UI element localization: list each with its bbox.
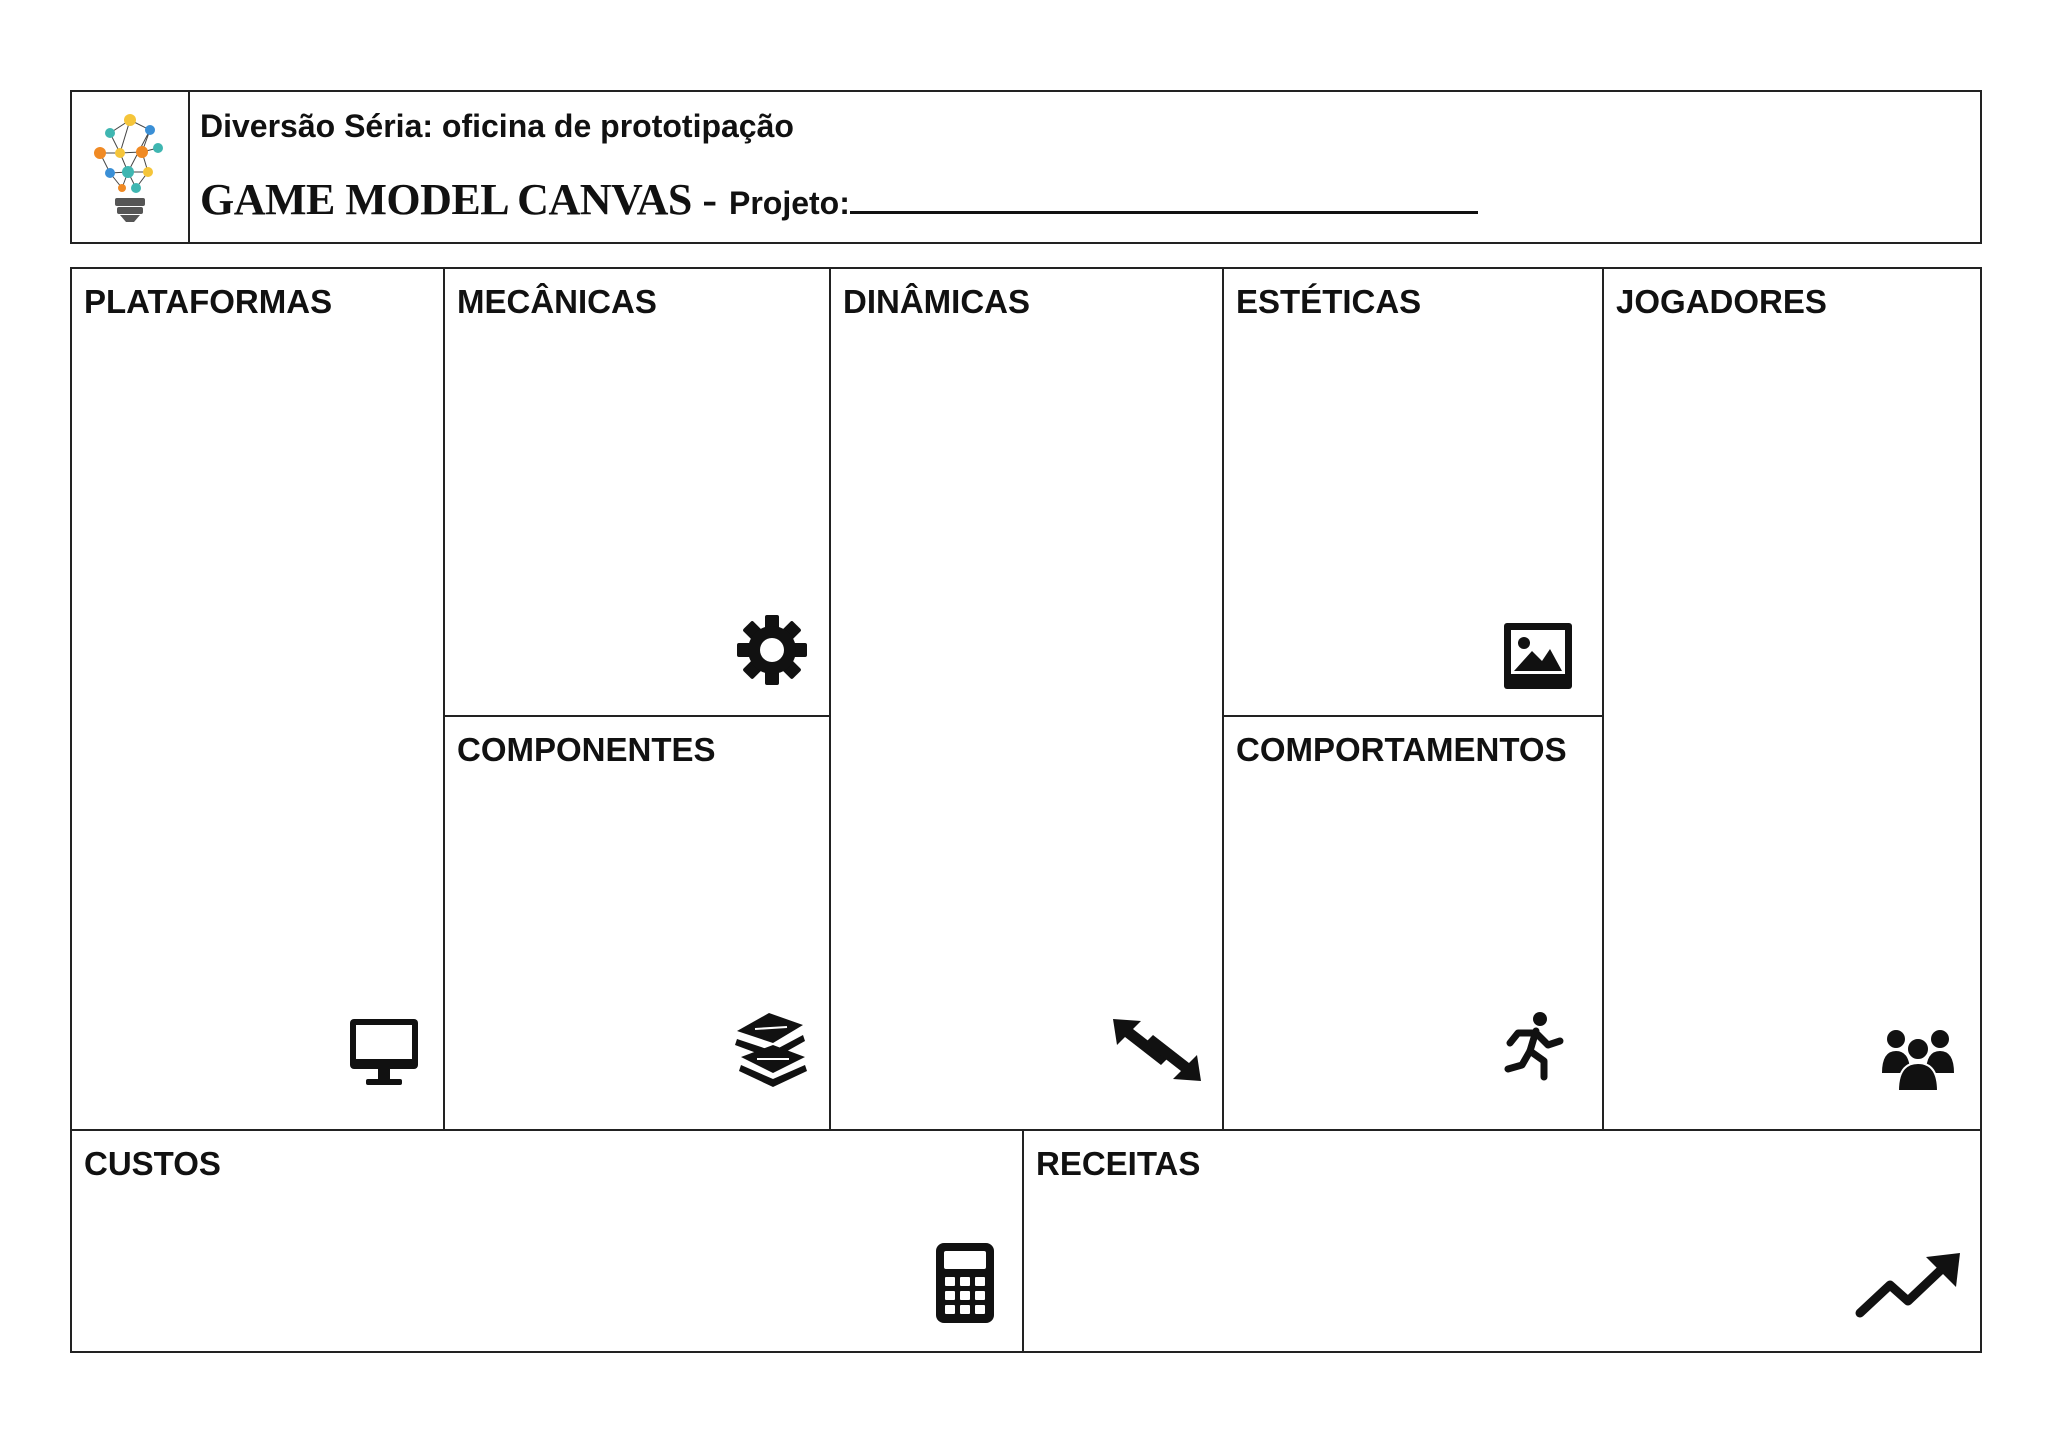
canvas-title: GAME MODEL CANVAS - [200,175,717,224]
section-dinamicas[interactable] [831,269,1224,1131]
section-label: RECEITAS [1036,1145,1201,1182]
section-label: COMPONENTES [457,731,716,768]
section-label: MECÂNICAS [457,283,657,320]
section-mecanicas[interactable] [445,269,831,717]
header-subtitle: Diversão Séria: oficina de prototipação [200,108,794,144]
section-label: COMPORTAMENTOS [1236,731,1567,768]
section-label: ESTÉTICAS [1236,283,1422,320]
project-label: Projeto: [728,185,850,221]
image-icon [1502,621,1574,691]
section-plataformas[interactable] [72,269,445,1131]
arrows-icon [1111,1017,1203,1083]
section-jogadores[interactable] [1604,269,1980,1131]
project-name-field[interactable] [850,187,1478,214]
header-title-line [200,174,1478,225]
section-label: PLATAFORMAS [84,283,333,320]
canvas-grid [70,267,1982,1353]
group-icon [1880,1023,1956,1093]
layers-icon [733,1009,809,1089]
section-label: JOGADORES [1616,283,1827,320]
running-person-icon [1502,1011,1574,1083]
logo-cell [72,92,190,242]
calculator-icon [934,1241,996,1325]
gear-icon [735,613,809,687]
section-label: CUSTOS [84,1145,221,1182]
header-box [70,90,1982,244]
monitor-icon [348,1017,420,1089]
section-componentes[interactable] [445,717,831,1131]
section-custos[interactable] [72,1131,1024,1351]
section-comportamentos[interactable] [1224,717,1604,1131]
section-esteticas[interactable] [1224,269,1604,717]
section-receitas[interactable] [1024,1131,1980,1351]
lightbulb-network-logo [90,108,170,226]
trend-up-icon [1854,1249,1964,1321]
section-label: DINÂMICAS [843,283,1030,320]
